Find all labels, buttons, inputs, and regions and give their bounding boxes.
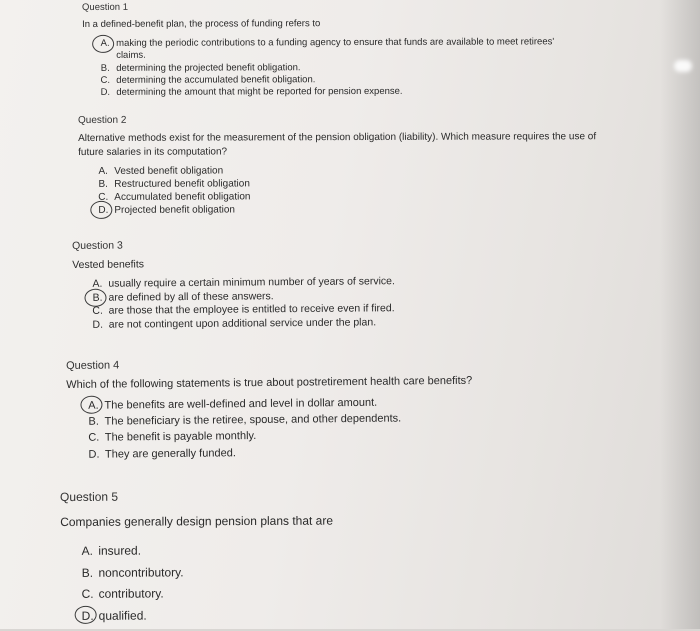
option-text: are those that the employee is entitled to receive even if fired. (108, 302, 395, 318)
option-text: Projected benefit obligation (114, 204, 235, 216)
option-text: making the periodic contributions to a funding agency to ensure that funds are available to meet retirees' claims. (116, 36, 555, 62)
question-number: Question 5 (60, 489, 119, 504)
option-letter: C. (88, 432, 100, 445)
light-reflection (674, 60, 692, 72)
option-letter: D. (77, 609, 99, 625)
option-letter: A. (94, 38, 116, 50)
answer-options (60, 541, 620, 624)
option-text: usually require a certain minimum number of years of service. (108, 275, 395, 290)
question-stem: In a defined-benefit plan, the process of funding refers to (82, 18, 321, 30)
option-text: They are generally funded. (104, 446, 236, 461)
option-text: The benefits are well-defined and level in dollar amount. (104, 396, 378, 412)
option-text: The beneficiary is the retiree, spouse, and other dependents. (104, 412, 402, 428)
answer-options (66, 393, 627, 462)
question-1 (82, 0, 582, 99)
option-letter: B. (100, 62, 110, 74)
answer-options (72, 274, 592, 333)
question-number: Question 2 (78, 114, 127, 126)
option-letter: A. (81, 544, 94, 559)
option-letter: D. (92, 204, 114, 217)
option-letter: B. (81, 565, 94, 580)
option-letter: A. (98, 165, 108, 177)
question-2 (78, 113, 598, 217)
option-letter: A. (92, 277, 103, 290)
option-letter: C. (100, 74, 111, 86)
option-letter: B. (88, 415, 99, 428)
option-letter: D. (100, 87, 111, 99)
question-stem: Companies generally design pension plans that are (60, 513, 334, 529)
option-d (77, 606, 621, 624)
page-edge-shadow (660, 0, 700, 629)
option-letter: D. (92, 318, 104, 331)
option-d (92, 202, 598, 217)
option-letter: C. (81, 587, 94, 602)
option-text: Accumulated benefit obligation (114, 191, 251, 203)
answer-options (82, 36, 582, 99)
option-letter: A. (82, 398, 104, 413)
question-stem: Which of the following statements is true about postretirement health care benefits? (66, 374, 473, 391)
option-d (94, 85, 582, 99)
option-text: are defined by all of these answers. (108, 290, 274, 304)
option-letter: C. (98, 191, 109, 203)
option-text: noncontributory. (98, 565, 184, 580)
option-text: determining the projected benefit obligation. (116, 61, 301, 74)
option-text: Vested benefit obligation (114, 165, 224, 177)
question-3 (72, 235, 593, 332)
option-text: Restructured benefit obligation (114, 178, 250, 190)
question-5 (60, 487, 621, 630)
option-letter: B. (98, 178, 108, 190)
option-text: contributory. (98, 586, 164, 602)
answer-options (78, 163, 598, 217)
question-number: Question 4 (66, 359, 120, 372)
option-letter: D. (88, 448, 100, 461)
option-text: insured. (98, 543, 142, 558)
option-text: qualified. (98, 608, 147, 623)
option-text: determining the accumulated benefit obligation. (116, 74, 316, 86)
option-text: The benefit is payable monthly. (104, 430, 257, 445)
option-b (76, 563, 620, 581)
question-stem: Vested benefits (72, 258, 145, 271)
option-text: determining the amount that might be reported for pension expense. (116, 86, 403, 99)
option-a (94, 36, 582, 62)
question-stem: Alternative methods exist for the measurement of the pension obligation (liability). Which measure requires the use of future salaries in its computation? (78, 131, 597, 158)
question-number: Question 1 (82, 1, 128, 13)
option-d (83, 442, 627, 462)
option-c (77, 584, 621, 602)
option-text: are not contingent upon additional service under the plan. (108, 316, 377, 331)
option-a (76, 541, 620, 559)
question-4 (66, 354, 627, 464)
option-letter: B. (86, 291, 108, 305)
option-letter: C. (92, 305, 103, 318)
question-number: Question 3 (72, 239, 123, 252)
